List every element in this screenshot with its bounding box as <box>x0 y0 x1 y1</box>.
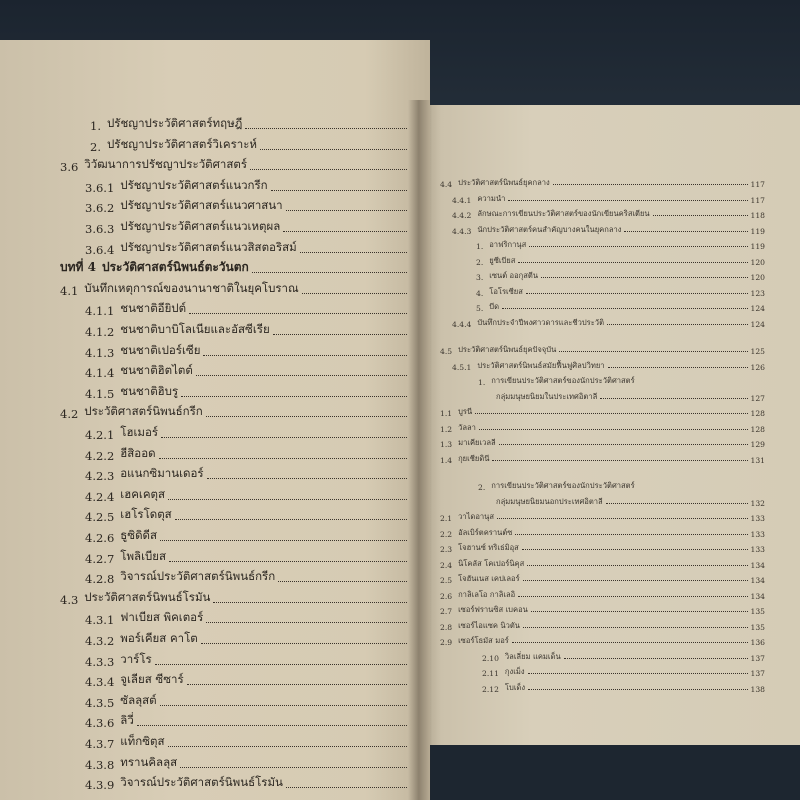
leader-dots <box>181 396 407 397</box>
toc-entry <box>440 605 765 616</box>
toc-entry <box>85 754 410 772</box>
leader-dots <box>607 324 747 325</box>
leader-dots <box>189 313 407 314</box>
leader-dots <box>180 767 407 768</box>
dark-background-bottom <box>400 740 800 800</box>
leader-dots <box>213 602 407 603</box>
toc-page-number: 123 <box>750 288 765 298</box>
leader-dots <box>286 787 407 788</box>
toc-label: ปรัชญาประวัติศาสตร์วิเคราะห์ <box>106 136 257 151</box>
leader-dots <box>479 429 748 430</box>
toc-label: ฟาเบียส พิคเตอร์ <box>120 610 204 625</box>
leader-dots <box>528 689 747 690</box>
toc-number: 3.6.1 <box>85 180 115 195</box>
toc-number: 4.5 <box>440 347 453 356</box>
toc-entry <box>452 209 765 220</box>
toc-label: กุยเชียดินี <box>458 453 490 463</box>
toc-label: ชนชาติเปอร์เซีย <box>120 342 201 357</box>
toc-page-number: 120 <box>750 257 765 267</box>
toc-page-number: 117 <box>750 195 765 205</box>
toc-label: บันทึกประจำปีพงศาวดารและชีวประวัติ <box>477 317 605 327</box>
toc-entry <box>60 406 410 421</box>
toc-entry <box>85 571 410 586</box>
toc-label: ชนชาติบาบิโลเนียและอัสซีเรีย <box>120 322 270 336</box>
toc-label: บีด <box>489 302 500 311</box>
toc-number: 4.3.9 <box>85 778 115 793</box>
toc-number: 4.3 <box>60 592 79 607</box>
toc-page-number: 128 <box>750 409 765 418</box>
leader-dots <box>260 149 407 150</box>
leader-dots <box>273 334 407 335</box>
toc-number: 4.2.2 <box>85 448 115 463</box>
toc-number: 2. <box>478 483 486 492</box>
toc-label: โอโรเซียส <box>489 286 523 296</box>
leader-dots <box>564 658 748 659</box>
toc-label: ชนชาติฮิบรู <box>120 383 179 398</box>
toc-entry <box>478 376 765 387</box>
toc-number: 4.2.4 <box>85 489 115 504</box>
leader-dots <box>160 705 407 706</box>
toc-number: 3.6.4 <box>85 242 115 257</box>
toc-label: โพลิเบียส <box>120 548 167 563</box>
toc-entry <box>60 262 410 277</box>
toc-label: นักประวัติศาสตร์คนสำคัญบางคนในยุคกลาง <box>477 224 622 234</box>
toc-page-number: 136 <box>750 638 765 647</box>
toc-number: 3.6.3 <box>85 222 115 236</box>
leader-dots <box>168 746 407 747</box>
leader-dots <box>608 367 748 368</box>
toc-label: ยูซีเบียส <box>489 255 516 265</box>
toc-label: อแนกซิมานเดอร์ <box>120 466 204 481</box>
leader-dots <box>278 581 407 582</box>
leader-dots <box>206 622 407 623</box>
toc-entry <box>85 548 410 566</box>
leader-dots <box>137 725 407 726</box>
toc-entry <box>60 159 410 174</box>
toc-label: วาร์โร <box>120 651 152 666</box>
toc-page-number: 124 <box>750 319 765 329</box>
leader-dots <box>155 664 407 665</box>
toc-entry <box>440 438 765 449</box>
toc-number: 1.2 <box>440 424 453 434</box>
toc-label: วาไดอานุส <box>458 512 495 521</box>
toc-entry <box>85 383 410 401</box>
leader-dots <box>159 458 407 459</box>
toc-number: 4.4.2 <box>452 211 472 220</box>
toc-label: มาเคียเวลลี <box>458 438 496 447</box>
toc-label: วัลลา <box>458 422 476 432</box>
toc-entry <box>85 530 410 545</box>
toc-page-number: 135 <box>750 622 765 632</box>
toc-entry <box>482 667 765 678</box>
toc-number: 5. <box>476 304 484 313</box>
toc-entry <box>85 612 410 627</box>
toc-page-number: 118 <box>750 211 765 220</box>
toc-number: 2. <box>90 139 101 154</box>
toc-number: 4.3.1 <box>85 613 115 628</box>
toc-number: 3.6 <box>60 160 79 175</box>
toc-entry <box>440 590 765 601</box>
toc-number: 2.11 <box>482 669 499 678</box>
toc-label: ลักษณะการเขียนประวัติศาสตร์ของนักเขียนคริสเตียน <box>477 209 650 218</box>
toc-entry <box>476 240 765 251</box>
toc-label: กุงเม็ง <box>504 667 525 676</box>
leader-dots <box>271 190 407 191</box>
toc-label: ซัลลุสต์ <box>120 692 157 707</box>
toc-entry <box>476 302 765 313</box>
leader-dots <box>515 534 747 535</box>
leader-dots <box>283 231 407 232</box>
book-gutter <box>408 100 432 800</box>
leader-dots <box>600 398 747 399</box>
leader-dots <box>300 252 407 253</box>
toc-label: ธูซิดิดีส <box>120 528 158 542</box>
toc-page-number: 137 <box>750 669 765 678</box>
toc-page-number: 133 <box>750 529 765 539</box>
toc-label: ชนชาติฮิตไตต์ <box>120 363 193 378</box>
toc-label: ทรานคิลลุส <box>120 754 178 769</box>
toc-entry <box>85 692 410 710</box>
toc-number: 4.3.4 <box>85 675 115 690</box>
toc-page-number: 125 <box>750 347 765 356</box>
toc-page-number: 134 <box>750 576 765 585</box>
toc-label: ประวัติศาสตร์นิพนธ์โรมัน <box>84 589 211 604</box>
toc-label: เฮโรโดตุส <box>120 507 172 522</box>
toc-entry <box>440 559 765 570</box>
toc-entry <box>85 509 410 524</box>
toc-page-number: 119 <box>750 226 765 236</box>
leader-dots <box>523 580 748 581</box>
toc-label: ประวัติศาสตร์นิพนธ์ตะวันตก <box>101 260 249 275</box>
toc-entry <box>452 318 765 329</box>
toc-entry <box>440 423 765 434</box>
toc-label: เซนต์ ออกุสตีน <box>489 271 539 280</box>
toc-entry <box>85 674 410 689</box>
toc-page-number: 131 <box>750 455 765 465</box>
toc-number: 4.1.2 <box>85 325 115 339</box>
leader-dots <box>508 200 747 201</box>
toc-entry <box>440 621 765 632</box>
leader-dots <box>168 499 407 500</box>
toc-number: 4.2.1 <box>85 428 115 442</box>
leader-dots <box>559 351 747 352</box>
toc-page-number: 134 <box>750 560 765 570</box>
toc-number: 4.3.5 <box>85 695 115 710</box>
toc-entry <box>85 777 410 792</box>
leader-dots <box>245 128 407 129</box>
leader-dots <box>518 262 747 263</box>
leader-dots <box>499 444 748 445</box>
toc-entry <box>440 543 765 554</box>
toc-label: กลุ่มมนุษยนิยมในประเทศอิตาลี <box>496 391 598 401</box>
toc-entry <box>85 177 410 195</box>
toc-number: 4.5.1 <box>452 362 472 372</box>
toc-entry <box>478 481 765 492</box>
toc-page-number: 117 <box>750 180 765 189</box>
toc-label: ปรัชญาประวัติศาสตร์แนวศาสนา <box>120 198 283 213</box>
toc-number: 4.3.6 <box>85 716 115 731</box>
leader-dots <box>207 478 407 479</box>
leader-dots <box>512 642 748 643</box>
toc-number: 2.8 <box>440 622 453 632</box>
toc-number: บทที่ 4 <box>60 260 96 275</box>
leader-dots <box>286 210 407 211</box>
toc-label: เฮคเคตุส <box>120 486 166 501</box>
toc-entry <box>440 574 765 585</box>
toc-label: ลิวี่ <box>120 713 134 728</box>
toc-label: เซอร์ไอแซค นิวตัน <box>458 620 520 630</box>
toc-label: โบเด็ง <box>504 682 526 692</box>
toc-number: 4.4 <box>440 180 453 189</box>
toc-number: 1. <box>478 378 486 387</box>
toc-entry <box>85 200 410 215</box>
toc-number: 4.4.1 <box>452 195 472 205</box>
leader-dots <box>653 215 748 216</box>
toc-entry <box>85 239 410 257</box>
toc-label: แท็กซิตุส <box>120 734 165 748</box>
toc-entry <box>85 303 410 318</box>
toc-label: ประวัติศาสตร์นิพนธ์กรีก <box>84 404 203 419</box>
leader-dots <box>252 272 407 273</box>
toc-entry <box>85 736 410 751</box>
toc-label: ประวัติศาสตร์นิพนธ์ยุคกลาง <box>458 178 550 187</box>
leader-dots <box>250 169 407 170</box>
toc-page-number: 132 <box>750 498 765 508</box>
leader-dots <box>206 416 407 417</box>
toc-entry <box>85 365 410 380</box>
toc-entry <box>440 345 765 356</box>
leader-dots <box>492 460 747 461</box>
toc-number: 4.1.5 <box>85 386 115 401</box>
toc-number: 2. <box>476 257 484 267</box>
toc-number: 4.2.3 <box>85 469 115 484</box>
toc-label: บูรนี <box>458 407 473 416</box>
leader-dots <box>523 627 748 628</box>
toc-number: 3.6.2 <box>85 201 115 216</box>
toc-label: โฮเมอร์ <box>120 425 159 439</box>
toc-label: ฮีสิออด <box>120 445 156 460</box>
toc-label: กลุ่มมนุษยนิยมนอกประเทศอิตาลี <box>496 496 603 506</box>
toc-number: 1. <box>476 242 484 251</box>
toc-label: ปรัชญาประวัติศาสตร์แนวกรีก <box>120 177 268 192</box>
leader-dots <box>624 231 747 232</box>
toc-label: อาฟริกานุส <box>489 240 527 249</box>
toc-number: 2.2 <box>440 529 453 539</box>
toc-label: กาลิเลโอ กาลิเลอิ <box>458 589 516 599</box>
toc-entry <box>482 683 765 694</box>
toc-number: 4.2.6 <box>85 531 115 545</box>
toc-label: วิจารณ์ประวัติศาสตร์นิพนธ์กรีก <box>120 569 276 584</box>
toc-number: 1. <box>90 119 101 133</box>
toc-number: 4.1.4 <box>85 366 115 381</box>
toc-entry <box>440 636 765 647</box>
toc-page-number: 127 <box>750 393 765 403</box>
toc-page-number: 128 <box>750 424 765 434</box>
toc-number: 2.4 <box>440 560 453 570</box>
toc-page-number: 126 <box>750 362 765 372</box>
toc-page-number: 133 <box>750 545 765 554</box>
toc-label: โจฮานซ์ ทริเธ่มิอุส <box>458 543 519 552</box>
toc-entry <box>476 256 765 267</box>
toc-entry <box>85 715 410 730</box>
leader-dots <box>526 293 748 294</box>
toc-entry <box>476 271 765 282</box>
toc-label: ปรัชญาประวัติศาสตร์แนวสิสตอริสม์ <box>120 239 297 254</box>
toc-label: พอร์เคียส คาโต <box>120 631 198 645</box>
toc-entry <box>85 468 410 483</box>
toc-number: 4.4.3 <box>452 226 472 236</box>
toc-number: 4.2 <box>60 407 79 422</box>
toc-number: 2.10 <box>482 653 499 663</box>
toc-number: 2.6 <box>440 591 453 601</box>
toc-label: ความนำ <box>477 193 506 203</box>
toc-entry <box>490 497 765 508</box>
leader-dots <box>502 308 747 309</box>
toc-number: 1.3 <box>440 440 453 449</box>
toc-label: การเขียนประวัติศาสตร์ของนักประวัติศาสตร์ <box>491 481 635 490</box>
toc-label: เซอร์โธมัส มอร์ <box>458 636 509 645</box>
toc-entry <box>440 178 765 189</box>
toc-page-number: 133 <box>750 514 765 523</box>
toc-entry <box>85 324 410 339</box>
toc-page-number: 129 <box>750 440 765 449</box>
toc-page-number: 138 <box>750 684 765 694</box>
toc-label: วิจารณ์ประวัติศาสตร์นิพนธ์โรมัน <box>120 775 283 790</box>
toc-number: 2.7 <box>440 607 453 616</box>
leader-dots <box>196 375 407 376</box>
leader-dots <box>187 684 407 685</box>
toc-page-number: 135 <box>750 607 765 616</box>
toc-entry <box>452 194 765 205</box>
toc-label: เซอร์ฟรานซิส เบคอน <box>458 605 528 614</box>
toc-entry <box>90 118 410 133</box>
leader-dots <box>169 561 407 562</box>
toc-number: 3. <box>476 273 484 282</box>
leader-dots <box>541 277 747 278</box>
toc-label: จูเลียส ซีซาร์ <box>120 672 184 687</box>
toc-number: 4.3.3 <box>85 654 115 669</box>
toc-entry <box>85 633 410 648</box>
toc-label: นิโคลัส โคเปอร์นิคุส <box>458 558 525 568</box>
toc-number: 2.1 <box>440 514 453 523</box>
leader-dots <box>529 246 747 247</box>
toc-label: ปรัชญาประวัติศาสตร์ทฤษฎี <box>106 116 243 130</box>
toc-page-number: 134 <box>750 591 765 601</box>
toc-entry <box>85 651 410 669</box>
toc-entry <box>90 136 410 154</box>
toc-label: วิวัฒนาการปรัชญาประวัติศาสตร์ <box>84 157 248 172</box>
toc-label: วิลเลี่ยม แคมเด็น <box>504 651 561 661</box>
leader-dots <box>302 293 407 294</box>
toc-number: 4.3.2 <box>85 634 115 648</box>
toc-label: การเขียนประวัติศาสตร์ของนักประวัติศาสตร์ <box>491 376 635 385</box>
toc-number: 4.3.8 <box>85 757 115 772</box>
toc-number: 1.4 <box>440 455 453 465</box>
leader-dots <box>522 549 748 550</box>
toc-entry <box>482 652 765 663</box>
leader-dots <box>497 518 747 519</box>
toc-number: 4.1 <box>60 283 79 298</box>
leader-dots <box>553 184 748 185</box>
toc-number: 2.5 <box>440 576 453 585</box>
toc-entry <box>85 221 410 236</box>
toc-entry <box>490 392 765 403</box>
leader-dots <box>475 413 747 414</box>
toc-number: 1.1 <box>440 409 453 418</box>
toc-label: ประวัติศาสตร์นิพนธ์สมัยฟื้นฟูศิลปวิทยา <box>477 360 605 370</box>
leader-dots <box>518 596 747 597</box>
leader-dots <box>175 519 407 520</box>
toc-page-number: 124 <box>750 304 765 313</box>
toc-entry <box>60 280 410 298</box>
toc-entry <box>60 589 410 607</box>
leader-dots <box>606 503 748 504</box>
toc-label: โจฮันเนส เคปเลอร์ <box>458 574 520 583</box>
toc-number: 4.2.7 <box>85 551 115 566</box>
toc-entry <box>85 445 410 463</box>
toc-label: ปรัชญาประวัติศาสตร์แนวเหตุผล <box>120 219 281 233</box>
toc-entry <box>440 454 765 465</box>
leader-dots <box>203 355 407 356</box>
toc-label: ชนชาติอียิปต์ <box>120 301 187 316</box>
toc-number: 2.3 <box>440 545 453 554</box>
toc-entry <box>440 528 765 539</box>
toc-number: 4.1.3 <box>85 345 115 360</box>
leader-dots <box>201 643 407 644</box>
toc-number: 4.4.4 <box>452 319 472 329</box>
leader-dots <box>527 565 747 566</box>
toc-number: 4.2.8 <box>85 572 115 587</box>
toc-entry <box>85 486 410 504</box>
leader-dots <box>160 540 407 541</box>
toc-entry <box>85 342 410 360</box>
toc-label: ประวัติศาสตร์นิพนธ์ยุคปัจจุบัน <box>458 345 557 354</box>
toc-page-number: 137 <box>750 653 765 663</box>
toc-entry <box>476 287 765 298</box>
toc-entry <box>452 225 765 236</box>
leader-dots <box>531 611 748 612</box>
toc-number: 4. <box>476 288 484 298</box>
toc-page-number: 120 <box>750 273 765 282</box>
toc-number: 2.12 <box>482 684 499 694</box>
toc-entry <box>85 427 410 442</box>
toc-number: 4.1.1 <box>85 304 115 319</box>
toc-number: 2.9 <box>440 638 453 647</box>
leader-dots <box>161 437 407 438</box>
toc-label: อัลเบิร์ตครานต์ซ <box>458 527 513 537</box>
toc-page-number: 119 <box>750 242 765 251</box>
toc-number: 4.3.7 <box>85 737 115 751</box>
toc-entry <box>440 407 765 418</box>
toc-number: 4.2.5 <box>85 510 115 525</box>
leader-dots <box>528 673 748 674</box>
toc-entry <box>440 512 765 523</box>
toc-entry <box>452 361 765 372</box>
toc-label: บันทึกเหตุการณ์ของนานาชาติในยุคโบราณ <box>84 280 299 295</box>
